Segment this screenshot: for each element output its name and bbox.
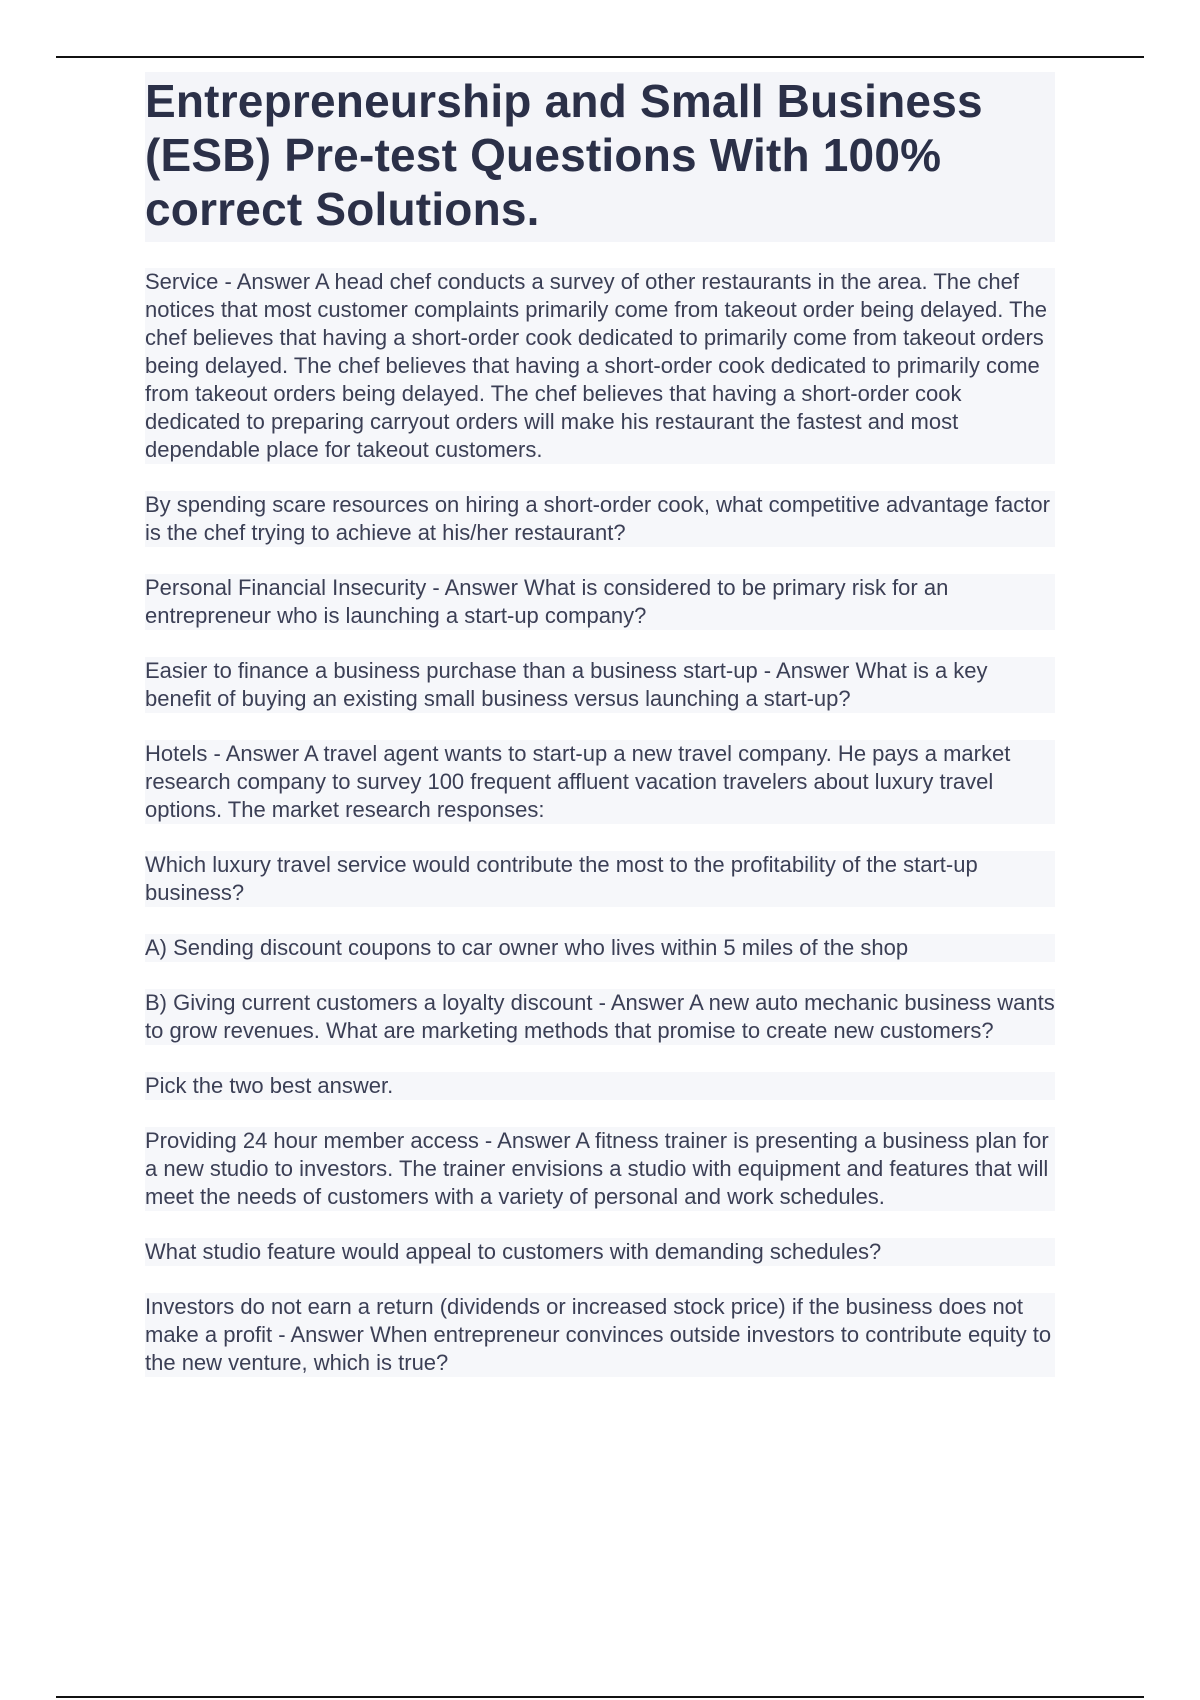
paragraph-hotels: Hotels - Answer A travel agent wants to start-up a new travel company. He pays a market research company to survey 100 frequent affluent vacation travelers about luxury travel options. The market research responses: [145, 740, 1055, 824]
paragraph-competitive-advantage-question: By spending scare resources on hiring a short-order cook, what competitive advantage factor is the chef trying to achieve at his/her restaurant? [145, 491, 1055, 547]
paragraph-easier-to-finance: Easier to finance a business purchase than a business start-up - Answer What is a key benefit of buying an existing small business versus launching a start-up? [145, 657, 1055, 713]
document-title: Entrepreneurship and Small Business (ESB) Pre-test Questions With 100% correct Solutions. [145, 75, 983, 235]
paragraph-24-hour-access: Providing 24 hour member access - Answer A fitness trainer is presenting a business plan for a new studio to investors. The trainer envisions a studio with equipment and features that will meet the needs of customers with a variety of personal and work schedules. [145, 1127, 1055, 1211]
paragraph-studio-feature-question: What studio feature would appeal to customers with demanding schedules? [145, 1238, 1055, 1266]
top-rule [56, 56, 1144, 58]
paragraph-financial-insecurity: Personal Financial Insecurity - Answer What is considered to be primary risk for an entrepreneur who is launching a start-up company? [145, 574, 1055, 630]
paragraph-service: Service - Answer A head chef conducts a survey of other restaurants in the area. The chef notices that most customer complaints primarily come from takeout order being delayed. The chef believes that having a short-order cook dedicated to primarily come from takeout orders being delayed. The chef believes that having a short-order cook dedicated to primarily come from takeout orders being delayed. The chef believes that having a short-order cook dedicated to preparing carryout orders will make his restaurant the fastest and most dependable place for takeout customers. [145, 268, 1055, 464]
paragraph-option-a: A) Sending discount coupons to car owner who lives within 5 miles of the shop [145, 934, 1055, 962]
document-body [145, 72, 1055, 1404]
title-block [145, 72, 1055, 242]
paragraph-option-b: B) Giving current customers a loyalty discount - Answer A new auto mechanic business wants to grow revenues. What are marketing methods that promise to create new customers? [145, 990, 1055, 1043]
paragraph-pick-two: Pick the two best answer. [145, 1072, 1055, 1100]
paragraph-investors: Investors do not earn a return (dividends or increased stock price) if the business does not make a profit - Answer When entrepreneur convinces outside investors to contribute equity to the new venture, which is true? [145, 1293, 1055, 1377]
paragraph-luxury-travel-question: Which luxury travel service would contribute the most to the profitability of the start-up business? [145, 851, 1055, 907]
bottom-rule [56, 1696, 1144, 1698]
